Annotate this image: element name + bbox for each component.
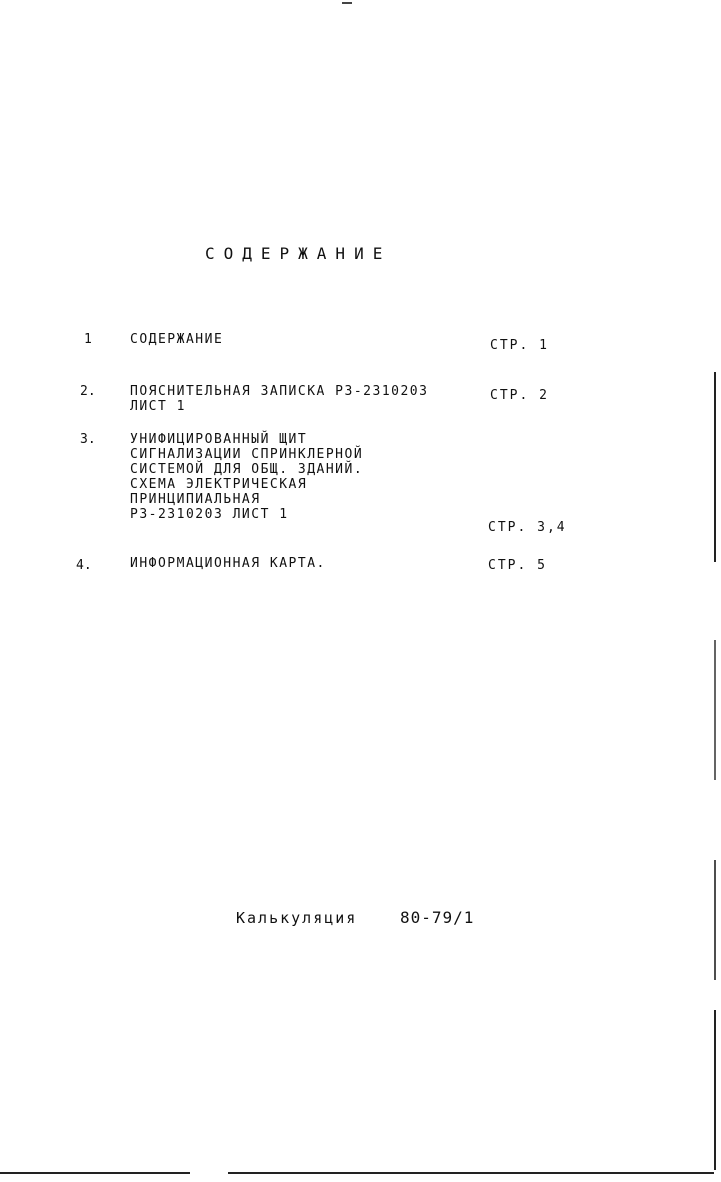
entry-3-line-3: СИСТЕМОЙ ДЛЯ ОБЩ. ЗДАНИЙ.	[130, 462, 364, 477]
entry-1-line-1: СОДЕРЖАНИЕ	[130, 332, 224, 347]
scan-edge-line-1	[714, 372, 716, 562]
entry-3-page: СТР. 3,4	[488, 520, 567, 535]
entry-2-line-1: ПОЯСНИТЕЛЬНАЯ ЗАПИСКА РЗ-2310203	[130, 384, 429, 399]
entry-3-line-2: СИГНАЛИЗАЦИИ СПРИНКЛЕРНОЙ	[130, 447, 364, 462]
calculation-value: 80-79/1	[400, 908, 475, 927]
entry-1-text	[130, 332, 223, 347]
entry-3-line-6: РЗ-2310203 ЛИСТ 1	[130, 507, 289, 522]
scan-edge-line-4	[714, 1010, 716, 1170]
entry-3-line-1: УНИФИЦИРОВАННЫЙ ЩИТ	[130, 432, 308, 447]
entry-2-number: 2.	[80, 384, 96, 399]
bottom-border-left	[0, 1172, 190, 1174]
calculation-label: Калькуляция	[236, 909, 358, 927]
top-edge-mark	[342, 2, 352, 4]
entry-2-line-2: ЛИСТ 1	[130, 399, 186, 414]
entry-3-line-4: СХЕМА ЭЛЕКТРИЧЕСКАЯ	[130, 477, 308, 492]
entry-4-text	[130, 556, 326, 571]
entry-4-number: 4.	[76, 558, 92, 573]
entry-4-page: СТР. 5	[488, 558, 547, 573]
entry-4-line-1: ИНФОРМАЦИОННАЯ КАРТА.	[130, 556, 326, 571]
entry-2-page: СТР. 2	[490, 388, 549, 403]
scan-edge-line-2	[714, 640, 716, 780]
entry-3-line-5: ПРИНЦИПИАЛЬНАЯ	[130, 492, 261, 507]
entry-3-number: 3.	[80, 432, 96, 447]
entry-2-text	[130, 384, 428, 414]
scan-edge-line-3	[714, 860, 716, 980]
bottom-border-right	[228, 1172, 714, 1174]
document-title: СОДЕРЖАНИЕ	[205, 244, 392, 263]
entry-1-page: СТР. 1	[490, 338, 549, 353]
entry-1-number: 1	[84, 332, 92, 347]
entry-3-text	[130, 432, 363, 522]
